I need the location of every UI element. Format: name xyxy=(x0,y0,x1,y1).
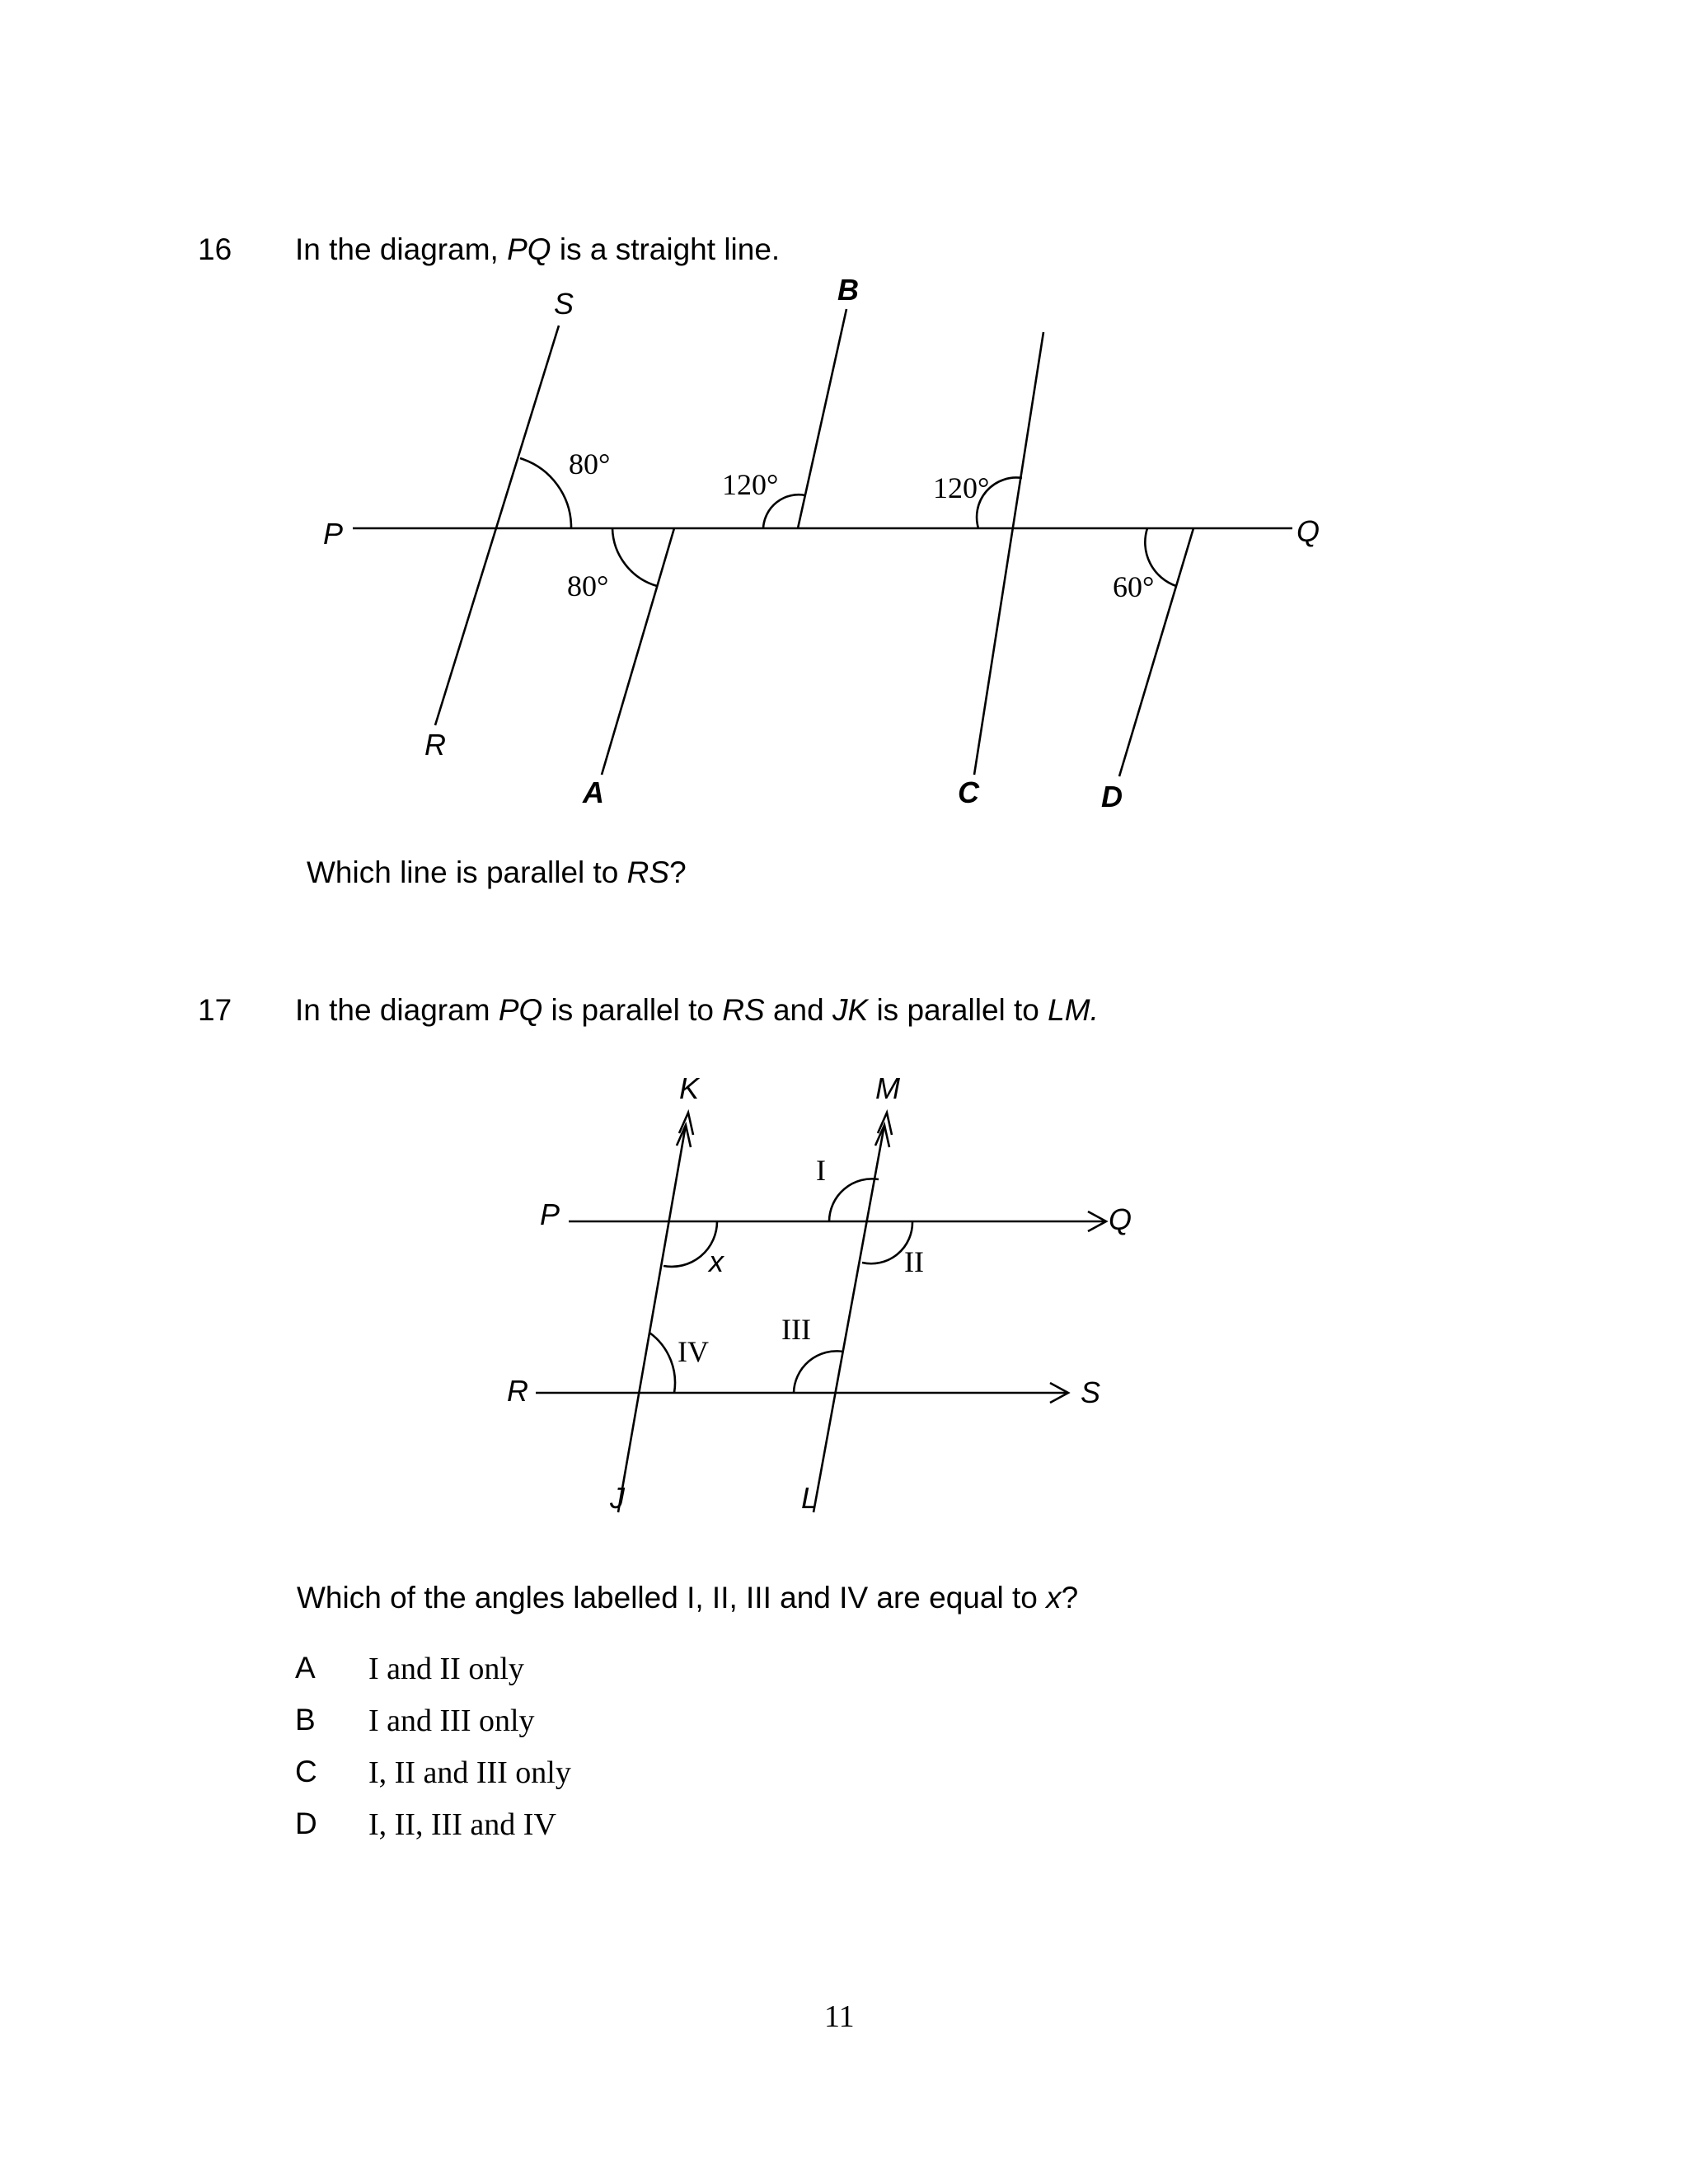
question-17-diagram xyxy=(0,1030,1688,1541)
label-r: R xyxy=(424,728,446,762)
q17-intro-text-3: and xyxy=(764,993,832,1027)
option-c-letter: C xyxy=(295,1755,317,1788)
angle-label-i: I xyxy=(816,1154,826,1187)
label-d: D xyxy=(1101,780,1123,813)
label-l: L xyxy=(801,1481,818,1515)
angle-label-rs-80: 80° xyxy=(569,448,611,480)
q17-intro-jk: JK xyxy=(832,993,869,1027)
option-c-text: I, II and III only xyxy=(368,1755,571,1790)
label-b: B xyxy=(837,273,859,307)
label-r-17: R xyxy=(507,1374,528,1408)
arc-a-80 xyxy=(612,528,657,586)
label-c: C xyxy=(958,776,979,809)
label-q-17: Q xyxy=(1109,1202,1132,1236)
question-16-prompt xyxy=(307,855,687,890)
angle-label-x: x xyxy=(709,1244,724,1278)
q17-intro-lm: LM. xyxy=(1048,993,1099,1027)
question-16-diagram xyxy=(0,0,1688,907)
label-a: A xyxy=(583,776,604,809)
option-d-text: I, II, III and IV xyxy=(368,1807,556,1842)
label-p-17: P xyxy=(540,1197,560,1231)
option-b-text: I and III only xyxy=(368,1704,535,1738)
line-d xyxy=(1119,528,1193,776)
q17-intro-text-4: is parallel to xyxy=(868,993,1048,1027)
q16-intro-text-1: In the diagram, xyxy=(295,232,508,266)
question-17-intro xyxy=(295,993,1099,1028)
label-s: S xyxy=(554,287,574,321)
q17-intro-text-2: is parallel to xyxy=(542,993,723,1027)
option-a-text: I and II only xyxy=(368,1652,524,1686)
label-q: Q xyxy=(1296,514,1320,548)
angle-label-iv: IV xyxy=(678,1335,709,1368)
q16-prompt-rs: RS xyxy=(626,855,670,889)
angle-label-d-60: 60° xyxy=(1113,570,1155,603)
q16-prompt-text-2: ? xyxy=(669,855,687,889)
label-k: K xyxy=(679,1071,700,1105)
q16-prompt-text-1: Which line is parallel to xyxy=(307,855,627,889)
arc-iv xyxy=(649,1333,675,1393)
q16-intro-pq: PQ xyxy=(507,232,551,266)
q17-intro-pq: PQ xyxy=(498,993,543,1027)
line-jk xyxy=(618,1125,686,1512)
angle-label-ii: II xyxy=(904,1245,924,1278)
line-c xyxy=(974,332,1043,775)
q17-prompt-text-2: ? xyxy=(1061,1581,1079,1615)
line-rs xyxy=(435,326,559,725)
arc-rs-80 xyxy=(520,458,571,528)
question-17-number: 17 xyxy=(198,993,232,1027)
label-p: P xyxy=(323,517,344,551)
page-number: 11 xyxy=(824,1999,855,2034)
q17-prompt-x: x xyxy=(1046,1581,1062,1615)
q16-intro-text-2: is a straight line. xyxy=(551,232,781,266)
option-b-letter: B xyxy=(295,1703,316,1736)
label-s-17: S xyxy=(1081,1376,1101,1409)
angle-label-a-80: 80° xyxy=(567,569,609,602)
line-a xyxy=(602,528,674,775)
q17-intro-text-1: In the diagram xyxy=(295,993,499,1027)
label-j: J xyxy=(610,1481,625,1515)
q17-intro-rs: RS xyxy=(722,993,765,1027)
option-a-letter: A xyxy=(295,1651,316,1685)
angle-label-b-120: 120° xyxy=(722,468,779,501)
option-d-letter: D xyxy=(295,1807,317,1840)
question-16-number: 16 xyxy=(198,232,232,266)
angle-label-iii: III xyxy=(781,1313,811,1346)
question-17-prompt xyxy=(297,1581,1078,1615)
label-m: M xyxy=(875,1071,900,1105)
angle-label-c-120: 120° xyxy=(933,471,990,504)
q17-prompt-text-1: Which of the angles labelled I, II, III and IV are equal to xyxy=(297,1581,1047,1615)
